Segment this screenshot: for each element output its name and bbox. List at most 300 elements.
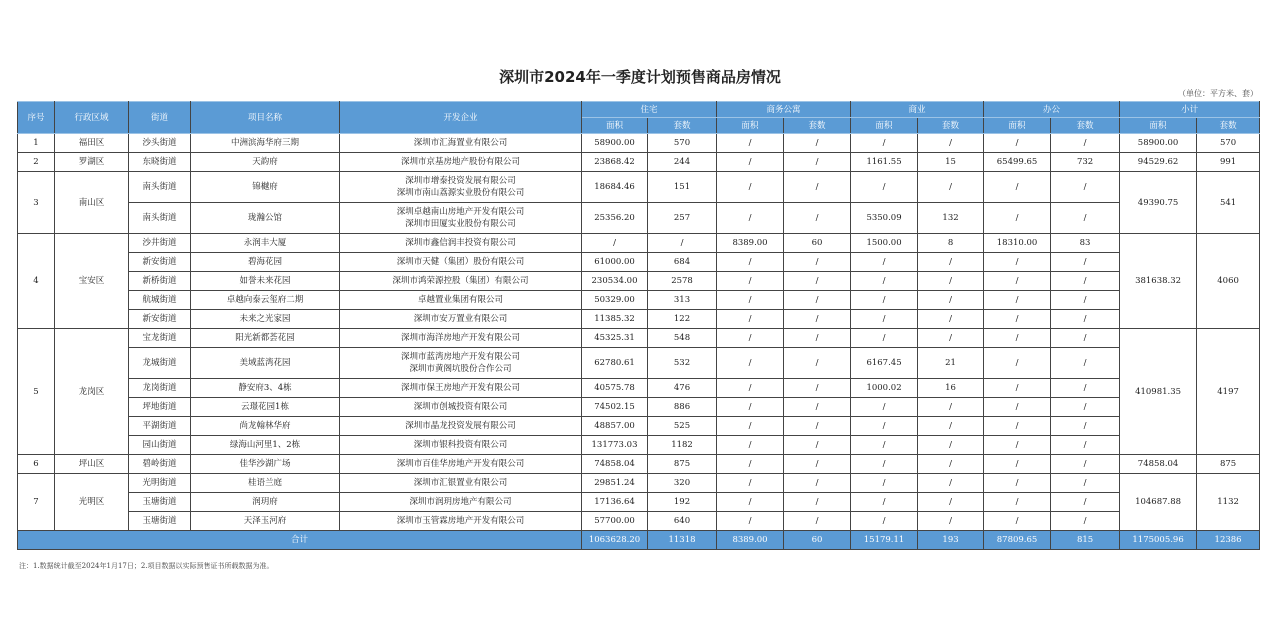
table-row — [18, 172, 1260, 203]
office-area-cell: / — [984, 310, 1051, 329]
header-area: 面积 — [851, 118, 918, 134]
commercial-units-cell: / — [918, 398, 984, 417]
header-area: 面积 — [1120, 118, 1197, 134]
office-area-cell: / — [984, 348, 1051, 379]
commercial-units-cell: 15 — [918, 153, 984, 172]
unit-note: （单位：平方米、套） — [1178, 89, 1258, 98]
developer-name: 深圳市汇海置业有限公司 — [413, 138, 508, 148]
developer-name: 深圳市银科投资有限公司 — [413, 440, 508, 450]
header-street: 街道 — [129, 102, 191, 134]
commercial-units-cell: / — [918, 253, 984, 272]
residential-units-cell: 244 — [648, 153, 717, 172]
header-office: 办公 — [984, 102, 1120, 118]
apartment-area-cell: / — [717, 291, 784, 310]
street-cell: 平湖街道 — [129, 417, 191, 436]
commercial-units-cell: 8 — [918, 234, 984, 253]
street-cell: 沙头街道 — [129, 134, 191, 153]
subtotal-area-cell: 58900.00 — [1120, 134, 1197, 153]
residential-area-cell: 61000.00 — [582, 253, 648, 272]
developer-name: 深圳市晶龙投资发展有限公司 — [405, 421, 516, 431]
commercial-area-cell: / — [851, 329, 918, 348]
developer-cell — [340, 310, 582, 329]
office-units-cell: / — [1051, 474, 1120, 493]
total-value-cell: 60 — [784, 531, 851, 550]
header-developer: 开发企业 — [340, 102, 582, 134]
residential-area-cell: 74502.15 — [582, 398, 648, 417]
apartment-area-cell: / — [717, 398, 784, 417]
table-row — [18, 253, 1260, 272]
developer-name: 深圳市玉管霖房地产开发有限公司 — [396, 516, 525, 526]
office-units-cell: / — [1051, 291, 1120, 310]
subtotal-area-cell: 381638.32 — [1120, 234, 1197, 329]
commercial-area-cell: 1000.02 — [851, 379, 918, 398]
total-row — [18, 531, 1260, 550]
apartment-units-cell: / — [784, 398, 851, 417]
street-cell: 航城街道 — [129, 291, 191, 310]
residential-area-cell: 230534.00 — [582, 272, 648, 291]
apartment-area-cell: / — [717, 436, 784, 455]
apartment-units-cell: / — [784, 417, 851, 436]
commercial-units-cell: / — [918, 310, 984, 329]
commercial-area-cell: / — [851, 134, 918, 153]
developer-name: 深圳市百佳华房地产开发有限公司 — [396, 459, 525, 469]
total-label: 合计 — [18, 531, 582, 550]
street-cell: 沙井街道 — [129, 234, 191, 253]
apartment-area-cell: / — [717, 134, 784, 153]
office-units-cell: / — [1051, 310, 1120, 329]
developer-cell — [340, 134, 582, 153]
subtotal-area-cell: 49390.75 — [1120, 172, 1197, 234]
project-cell: 碧海花园 — [191, 253, 340, 272]
residential-area-cell: 17136.64 — [582, 493, 648, 512]
header-subtotal: 小计 — [1120, 102, 1260, 118]
header-row — [18, 102, 1260, 118]
commercial-area-cell: / — [851, 512, 918, 531]
apartment-area-cell: / — [717, 512, 784, 531]
total-value-cell: 1175005.96 — [1120, 531, 1197, 550]
subtotal-area-cell: 410981.35 — [1120, 329, 1197, 455]
subtotal-units-cell: 570 — [1197, 134, 1260, 153]
header-units: 套数 — [648, 118, 717, 134]
commercial-units-cell: 16 — [918, 379, 984, 398]
office-units-cell: / — [1051, 379, 1120, 398]
apartment-area-cell: 8389.00 — [717, 234, 784, 253]
commercial-area-cell: / — [851, 272, 918, 291]
apartment-area-cell: / — [717, 455, 784, 474]
developer-name: 深圳市润玥房地产有限公司 — [409, 497, 512, 507]
seq-cell: 2 — [18, 153, 55, 172]
apartment-units-cell: / — [784, 272, 851, 291]
apartment-units-cell: / — [784, 474, 851, 493]
header-district: 行政区域 — [55, 102, 129, 134]
header-area: 面积 — [717, 118, 784, 134]
office-area-cell: / — [984, 291, 1051, 310]
commercial-area-cell: / — [851, 398, 918, 417]
office-units-cell: / — [1051, 417, 1120, 436]
subtotal-area-cell: 94529.62 — [1120, 153, 1197, 172]
residential-area-cell: 18684.46 — [582, 172, 648, 203]
developer-name: 深圳市南山荔源实业股份有限公司 — [396, 188, 525, 198]
total-value-cell: 87809.65 — [984, 531, 1051, 550]
residential-area-cell: 58900.00 — [582, 134, 648, 153]
office-units-cell: / — [1051, 253, 1120, 272]
office-area-cell: / — [984, 474, 1051, 493]
commercial-area-cell: / — [851, 310, 918, 329]
apartment-units-cell: / — [784, 172, 851, 203]
project-cell: 阳光新都荟花园 — [191, 329, 340, 348]
residential-units-cell: / — [648, 234, 717, 253]
residential-area-cell: 50329.00 — [582, 291, 648, 310]
office-units-cell: / — [1051, 329, 1120, 348]
developer-cell — [340, 417, 582, 436]
page-title: 深圳市2024年一季度计划预售商品房情况 — [499, 68, 781, 86]
developer-cell — [340, 203, 582, 234]
subtotal-units-cell: 875 — [1197, 455, 1260, 474]
project-cell: 天韵府 — [191, 153, 340, 172]
developer-cell — [340, 291, 582, 310]
total-value-cell: 815 — [1051, 531, 1120, 550]
developer-name: 深圳市汇银置业有限公司 — [413, 478, 508, 488]
table-row — [18, 272, 1260, 291]
commercial-units-cell: / — [918, 474, 984, 493]
apartment-units-cell: / — [784, 253, 851, 272]
subtotal-area-cell: 104687.88 — [1120, 474, 1197, 531]
office-area-cell: / — [984, 455, 1051, 474]
developer-name: 深圳市增泰投资发展有限公司 — [405, 176, 516, 186]
office-area-cell: / — [984, 203, 1051, 234]
apartment-area-cell: / — [717, 253, 784, 272]
office-area-cell: 18310.00 — [984, 234, 1051, 253]
district-cell: 南山区 — [55, 172, 129, 234]
residential-units-cell: 476 — [648, 379, 717, 398]
developer-name: 深圳市鸿荣源控股（集团）有限公司 — [392, 276, 529, 286]
residential-area-cell: 74858.04 — [582, 455, 648, 474]
street-cell: 东晓街道 — [129, 153, 191, 172]
street-cell: 玉塘街道 — [129, 493, 191, 512]
commercial-units-cell: / — [918, 493, 984, 512]
developer-cell — [340, 329, 582, 348]
office-area-cell: / — [984, 272, 1051, 291]
developer-cell — [340, 379, 582, 398]
table-row — [18, 436, 1260, 455]
office-area-cell: / — [984, 493, 1051, 512]
office-area-cell: / — [984, 436, 1051, 455]
residential-units-cell: 313 — [648, 291, 717, 310]
apartment-units-cell: / — [784, 436, 851, 455]
developer-cell — [340, 253, 582, 272]
residential-area-cell: 45325.31 — [582, 329, 648, 348]
residential-units-cell: 151 — [648, 172, 717, 203]
street-cell: 南头街道 — [129, 172, 191, 203]
office-area-cell: / — [984, 398, 1051, 417]
commercial-area-cell: 6167.45 — [851, 348, 918, 379]
apartment-area-cell: / — [717, 172, 784, 203]
office-area-cell: / — [984, 329, 1051, 348]
table-row — [18, 134, 1260, 153]
seq-cell: 5 — [18, 329, 55, 455]
seq-cell: 7 — [18, 474, 55, 531]
developer-cell — [340, 455, 582, 474]
seq-cell: 4 — [18, 234, 55, 329]
project-cell: 永润丰大厦 — [191, 234, 340, 253]
street-cell: 碧岭街道 — [129, 455, 191, 474]
office-area-cell: / — [984, 134, 1051, 153]
table-row — [18, 234, 1260, 253]
apartment-units-cell: / — [784, 134, 851, 153]
apartment-area-cell: / — [717, 379, 784, 398]
office-units-cell: 732 — [1051, 153, 1120, 172]
commercial-units-cell: / — [918, 455, 984, 474]
office-units-cell: / — [1051, 348, 1120, 379]
developer-cell — [340, 172, 582, 203]
residential-units-cell: 122 — [648, 310, 717, 329]
developer-cell — [340, 512, 582, 531]
developer-name: 深圳市创城投资有限公司 — [413, 402, 508, 412]
table-row — [18, 291, 1260, 310]
commercial-area-cell: / — [851, 417, 918, 436]
project-cell: 天泽玉河府 — [191, 512, 340, 531]
residential-area-cell: 57700.00 — [582, 512, 648, 531]
subtotal-units-cell: 991 — [1197, 153, 1260, 172]
district-cell: 龙岗区 — [55, 329, 129, 455]
office-units-cell: / — [1051, 436, 1120, 455]
apartment-units-cell: / — [784, 203, 851, 234]
apartment-units-cell: / — [784, 348, 851, 379]
project-cell: 未来之光家园 — [191, 310, 340, 329]
residential-area-cell: 48857.00 — [582, 417, 648, 436]
table-row — [18, 493, 1260, 512]
apartment-units-cell: / — [784, 153, 851, 172]
developer-cell — [340, 348, 582, 379]
seq-cell: 1 — [18, 134, 55, 153]
commercial-units-cell: / — [918, 134, 984, 153]
apartment-area-cell: / — [717, 153, 784, 172]
table-row — [18, 398, 1260, 417]
total-value-cell: 193 — [918, 531, 984, 550]
apartment-area-cell: / — [717, 329, 784, 348]
developer-name: 深圳市安万置业有限公司 — [413, 314, 508, 324]
apartment-area-cell: / — [717, 474, 784, 493]
subtotal-units-cell: 541 — [1197, 172, 1260, 234]
project-cell: 云璟花园1栋 — [191, 398, 340, 417]
apartment-area-cell: / — [717, 203, 784, 234]
seq-cell: 3 — [18, 172, 55, 234]
table-row — [18, 474, 1260, 493]
header-units: 套数 — [918, 118, 984, 134]
total-value-cell: 12386 — [1197, 531, 1260, 550]
commercial-units-cell: / — [918, 417, 984, 436]
district-cell: 福田区 — [55, 134, 129, 153]
apartment-area-cell: / — [717, 493, 784, 512]
residential-units-cell: 525 — [648, 417, 717, 436]
developer-cell — [340, 474, 582, 493]
commercial-area-cell: / — [851, 474, 918, 493]
residential-units-cell: 532 — [648, 348, 717, 379]
residential-units-cell: 192 — [648, 493, 717, 512]
apartment-units-cell: / — [784, 379, 851, 398]
street-cell: 光明街道 — [129, 474, 191, 493]
total-value-cell: 15179.11 — [851, 531, 918, 550]
project-cell: 佳华沙湖广场 — [191, 455, 340, 474]
district-cell: 光明区 — [55, 474, 129, 531]
district-cell: 坪山区 — [55, 455, 129, 474]
district-cell: 罗湖区 — [55, 153, 129, 172]
office-area-cell: 65499.65 — [984, 153, 1051, 172]
residential-area-cell: / — [582, 234, 648, 253]
residential-units-cell: 875 — [648, 455, 717, 474]
residential-area-cell: 131773.03 — [582, 436, 648, 455]
developer-name: 深圳市天健（集团）股份有限公司 — [396, 257, 525, 267]
table-row — [18, 455, 1260, 474]
apartment-units-cell: / — [784, 455, 851, 474]
commercial-units-cell: / — [918, 291, 984, 310]
subtotal-units-cell: 4197 — [1197, 329, 1260, 455]
street-cell: 玉塘街道 — [129, 512, 191, 531]
developer-name: 深圳市黄阁坑股份合作公司 — [409, 364, 512, 374]
office-area-cell: / — [984, 417, 1051, 436]
header-units: 套数 — [784, 118, 851, 134]
apartment-units-cell: / — [784, 310, 851, 329]
apartment-area-cell: / — [717, 348, 784, 379]
subtotal-units-cell: 1132 — [1197, 474, 1260, 531]
table-row — [18, 153, 1260, 172]
header-seq: 序号 — [18, 102, 55, 134]
commercial-area-cell: 1161.55 — [851, 153, 918, 172]
residential-units-cell: 570 — [648, 134, 717, 153]
office-units-cell: / — [1051, 134, 1120, 153]
office-area-cell: / — [984, 172, 1051, 203]
header-residential: 住宅 — [582, 102, 717, 118]
developer-name: 深圳卓越南山房地产开发有限公司 — [396, 207, 525, 217]
residential-area-cell: 40575.78 — [582, 379, 648, 398]
apartment-area-cell: / — [717, 272, 784, 291]
commercial-units-cell: / — [918, 172, 984, 203]
developer-name: 深圳市鑫信润丰投资有限公司 — [405, 238, 516, 248]
apartment-area-cell: / — [717, 310, 784, 329]
developer-cell — [340, 398, 582, 417]
developer-cell — [340, 493, 582, 512]
commercial-units-cell: / — [918, 329, 984, 348]
office-units-cell: / — [1051, 272, 1120, 291]
seq-cell: 6 — [18, 455, 55, 474]
street-cell: 宝龙街道 — [129, 329, 191, 348]
street-cell: 龙城街道 — [129, 348, 191, 379]
residential-area-cell: 11385.32 — [582, 310, 648, 329]
residential-units-cell: 257 — [648, 203, 717, 234]
developer-cell — [340, 272, 582, 291]
commercial-units-cell: / — [918, 436, 984, 455]
office-units-cell: / — [1051, 398, 1120, 417]
table-row — [18, 203, 1260, 234]
street-cell: 园山街道 — [129, 436, 191, 455]
office-units-cell: 83 — [1051, 234, 1120, 253]
project-cell: 静安府3、4栋 — [191, 379, 340, 398]
project-cell: 美域蓝湾花园 — [191, 348, 340, 379]
header-project: 项目名称 — [191, 102, 340, 134]
residential-units-cell: 2578 — [648, 272, 717, 291]
apartment-units-cell: / — [784, 493, 851, 512]
office-area-cell: / — [984, 253, 1051, 272]
apartment-units-cell: 60 — [784, 234, 851, 253]
total-value-cell: 1063628.20 — [582, 531, 648, 550]
commercial-area-cell: / — [851, 455, 918, 474]
commercial-area-cell: / — [851, 172, 918, 203]
footnote: 注：1.数据统计截至2024年1月17日；2.项目数据以实际预售证书所载数据为准。 — [19, 562, 274, 570]
residential-units-cell: 640 — [648, 512, 717, 531]
commercial-area-cell: / — [851, 253, 918, 272]
project-cell: 珑瀚公馆 — [191, 203, 340, 234]
project-cell: 锦樾府 — [191, 172, 340, 203]
project-cell: 绿海山河里1、2栋 — [191, 436, 340, 455]
apartment-units-cell: / — [784, 512, 851, 531]
table-row — [18, 329, 1260, 348]
developer-name: 深圳市蓝湾房地产开发有限公司 — [400, 352, 520, 362]
residential-area-cell: 25356.20 — [582, 203, 648, 234]
commercial-area-cell: / — [851, 291, 918, 310]
header-units: 套数 — [1051, 118, 1120, 134]
project-cell: 如誉未来花园 — [191, 272, 340, 291]
total-value-cell: 11318 — [648, 531, 717, 550]
residential-area-cell: 23868.42 — [582, 153, 648, 172]
residential-area-cell: 29851.24 — [582, 474, 648, 493]
project-cell: 中洲滨海华府三期 — [191, 134, 340, 153]
header-commercial: 商业 — [851, 102, 984, 118]
office-units-cell: / — [1051, 203, 1120, 234]
commercial-area-cell: 1500.00 — [851, 234, 918, 253]
office-units-cell: / — [1051, 172, 1120, 203]
district-cell: 宝安区 — [55, 234, 129, 329]
office-area-cell: / — [984, 512, 1051, 531]
table-row — [18, 512, 1260, 531]
project-cell: 卓越向泰云玺府二期 — [191, 291, 340, 310]
developer-cell — [340, 153, 582, 172]
office-units-cell: / — [1051, 512, 1120, 531]
header-area: 面积 — [582, 118, 648, 134]
developer-name: 深圳市京基房地产股份有限公司 — [400, 157, 520, 167]
office-units-cell: / — [1051, 493, 1120, 512]
street-cell: 坪地街道 — [129, 398, 191, 417]
apartment-units-cell: / — [784, 329, 851, 348]
commercial-units-cell: / — [918, 272, 984, 291]
developer-name: 深圳市海洋房地产开发有限公司 — [400, 333, 520, 343]
developer-cell — [340, 436, 582, 455]
office-units-cell: / — [1051, 455, 1120, 474]
table-row — [18, 348, 1260, 379]
presale-table — [17, 101, 1260, 550]
header-units: 套数 — [1197, 118, 1260, 134]
developer-cell — [340, 234, 582, 253]
header-apartment: 商务公寓 — [717, 102, 851, 118]
subtotal-area-cell: 74858.04 — [1120, 455, 1197, 474]
commercial-units-cell: / — [918, 512, 984, 531]
developer-name: 卓越置业集团有限公司 — [417, 295, 503, 305]
project-cell: 桂语兰庭 — [191, 474, 340, 493]
street-cell: 新桥街道 — [129, 272, 191, 291]
residential-units-cell: 684 — [648, 253, 717, 272]
header-area: 面积 — [984, 118, 1051, 134]
residential-units-cell: 548 — [648, 329, 717, 348]
apartment-units-cell: / — [784, 291, 851, 310]
residential-units-cell: 1182 — [648, 436, 717, 455]
table-row — [18, 379, 1260, 398]
street-cell: 南头街道 — [129, 203, 191, 234]
project-cell: 润玥府 — [191, 493, 340, 512]
apartment-area-cell: / — [717, 417, 784, 436]
residential-units-cell: 886 — [648, 398, 717, 417]
project-cell: 尚龙翰林华府 — [191, 417, 340, 436]
subtotal-units-cell: 4060 — [1197, 234, 1260, 329]
office-area-cell: / — [984, 379, 1051, 398]
